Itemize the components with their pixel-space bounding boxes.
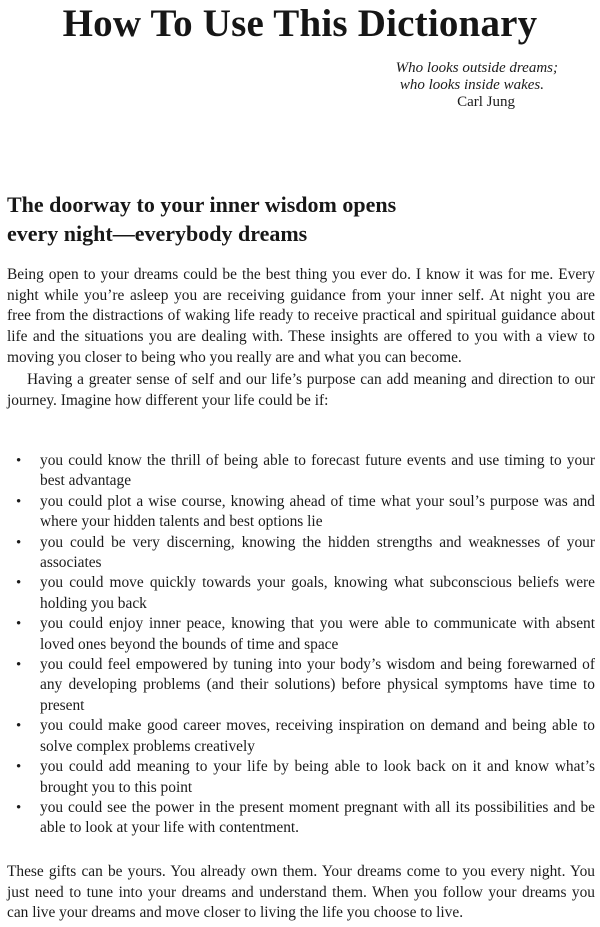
section-heading-line-2: every night—everybody dreams [7,221,308,246]
bullet-icon: • [16,616,22,633]
section-heading-line-1: The doorway to your inner wisdom opens [7,192,397,217]
intro-paragraph: Being open to your dreams could be the best thing you ever do. I know it was for me. Every night while you’re asleep you are receiving guidance from your inner self. At night you are free from the distractions of waking life ready to receive practical and spiritual guidance about life and the situations you are dealing with. These insights are offered to you with a view to moving you closer to being who you really are and what you can become. [7,266,595,366]
list-item [7,798,595,839]
list-item-text: you could enjoy inner peace, knowing that you were able to communicate with absent loved ones beyond the bounds of time and space [40,615,595,653]
list-item-text: you could add meaning to your life by being able to look back on it and know what’s brought you to this point [40,758,595,796]
list-item [7,492,595,533]
list-item [7,573,595,614]
list-item-text: you could make good career moves, receiving inspiration on demand and being able to solve complex problems creatively [40,717,595,755]
bullet-icon: • [16,534,22,551]
benefits-list [7,451,595,839]
closing-paragraph: These gifts can be yours. You already own them. Your dreams come to you every night. You just need to tune into your dreams and understand them. When you follow your dreams you can live your dreams and move closer to living the life you choose to live. [7,863,595,922]
list-item-text: you could see the power in the present moment pregnant with all its possibilities and be able to look at your life with contentment. [40,798,595,837]
list-item [7,757,595,798]
bullet-icon: • [16,759,22,776]
list-item-text: you could move quickly towards your goals, knowing what subconscious beliefs were holding you back [40,574,595,612]
bullet-icon: • [16,657,22,674]
list-item [7,533,595,574]
epigraph [0,60,560,111]
list-item-text: you could feel empowered by tuning into your body’s wisdom and being forewarned of any developing problems (and their solutions) before physical symptoms have time to present [40,656,595,714]
list-item-text: you could be very discerning, knowing the hidden strengths and weaknesses of your associates [40,533,595,572]
section-heading [7,190,567,248]
bullet-icon: • [16,718,22,735]
purpose-paragraph: Having a greater sense of self and our life’s purpose can add meaning and direction to our journey. Imagine how different your life could be if: [7,371,595,409]
list-item [7,655,595,716]
bullet-icon: • [16,575,22,592]
list-item-text: you could plot a wise course, knowing ahead of time what your soul’s purpose was and where your hidden talents and best options lie [40,492,595,531]
bullet-icon: • [16,493,22,510]
list-item [7,614,595,655]
bullet-icon: • [16,453,22,469]
epigraph-line-1: Who looks outside dreams; [395,60,558,76]
list-item-text: you could know the thrill of being able to forecast future events and use timing to your best advantage [40,452,595,490]
page-title: How To Use This Dictionary [62,2,538,45]
list-item [7,451,595,492]
epigraph-line-2: who looks inside wakes. [399,77,544,93]
epigraph-author: Carl Jung [457,94,515,110]
bullet-icon: • [16,799,22,816]
list-item [7,716,595,757]
